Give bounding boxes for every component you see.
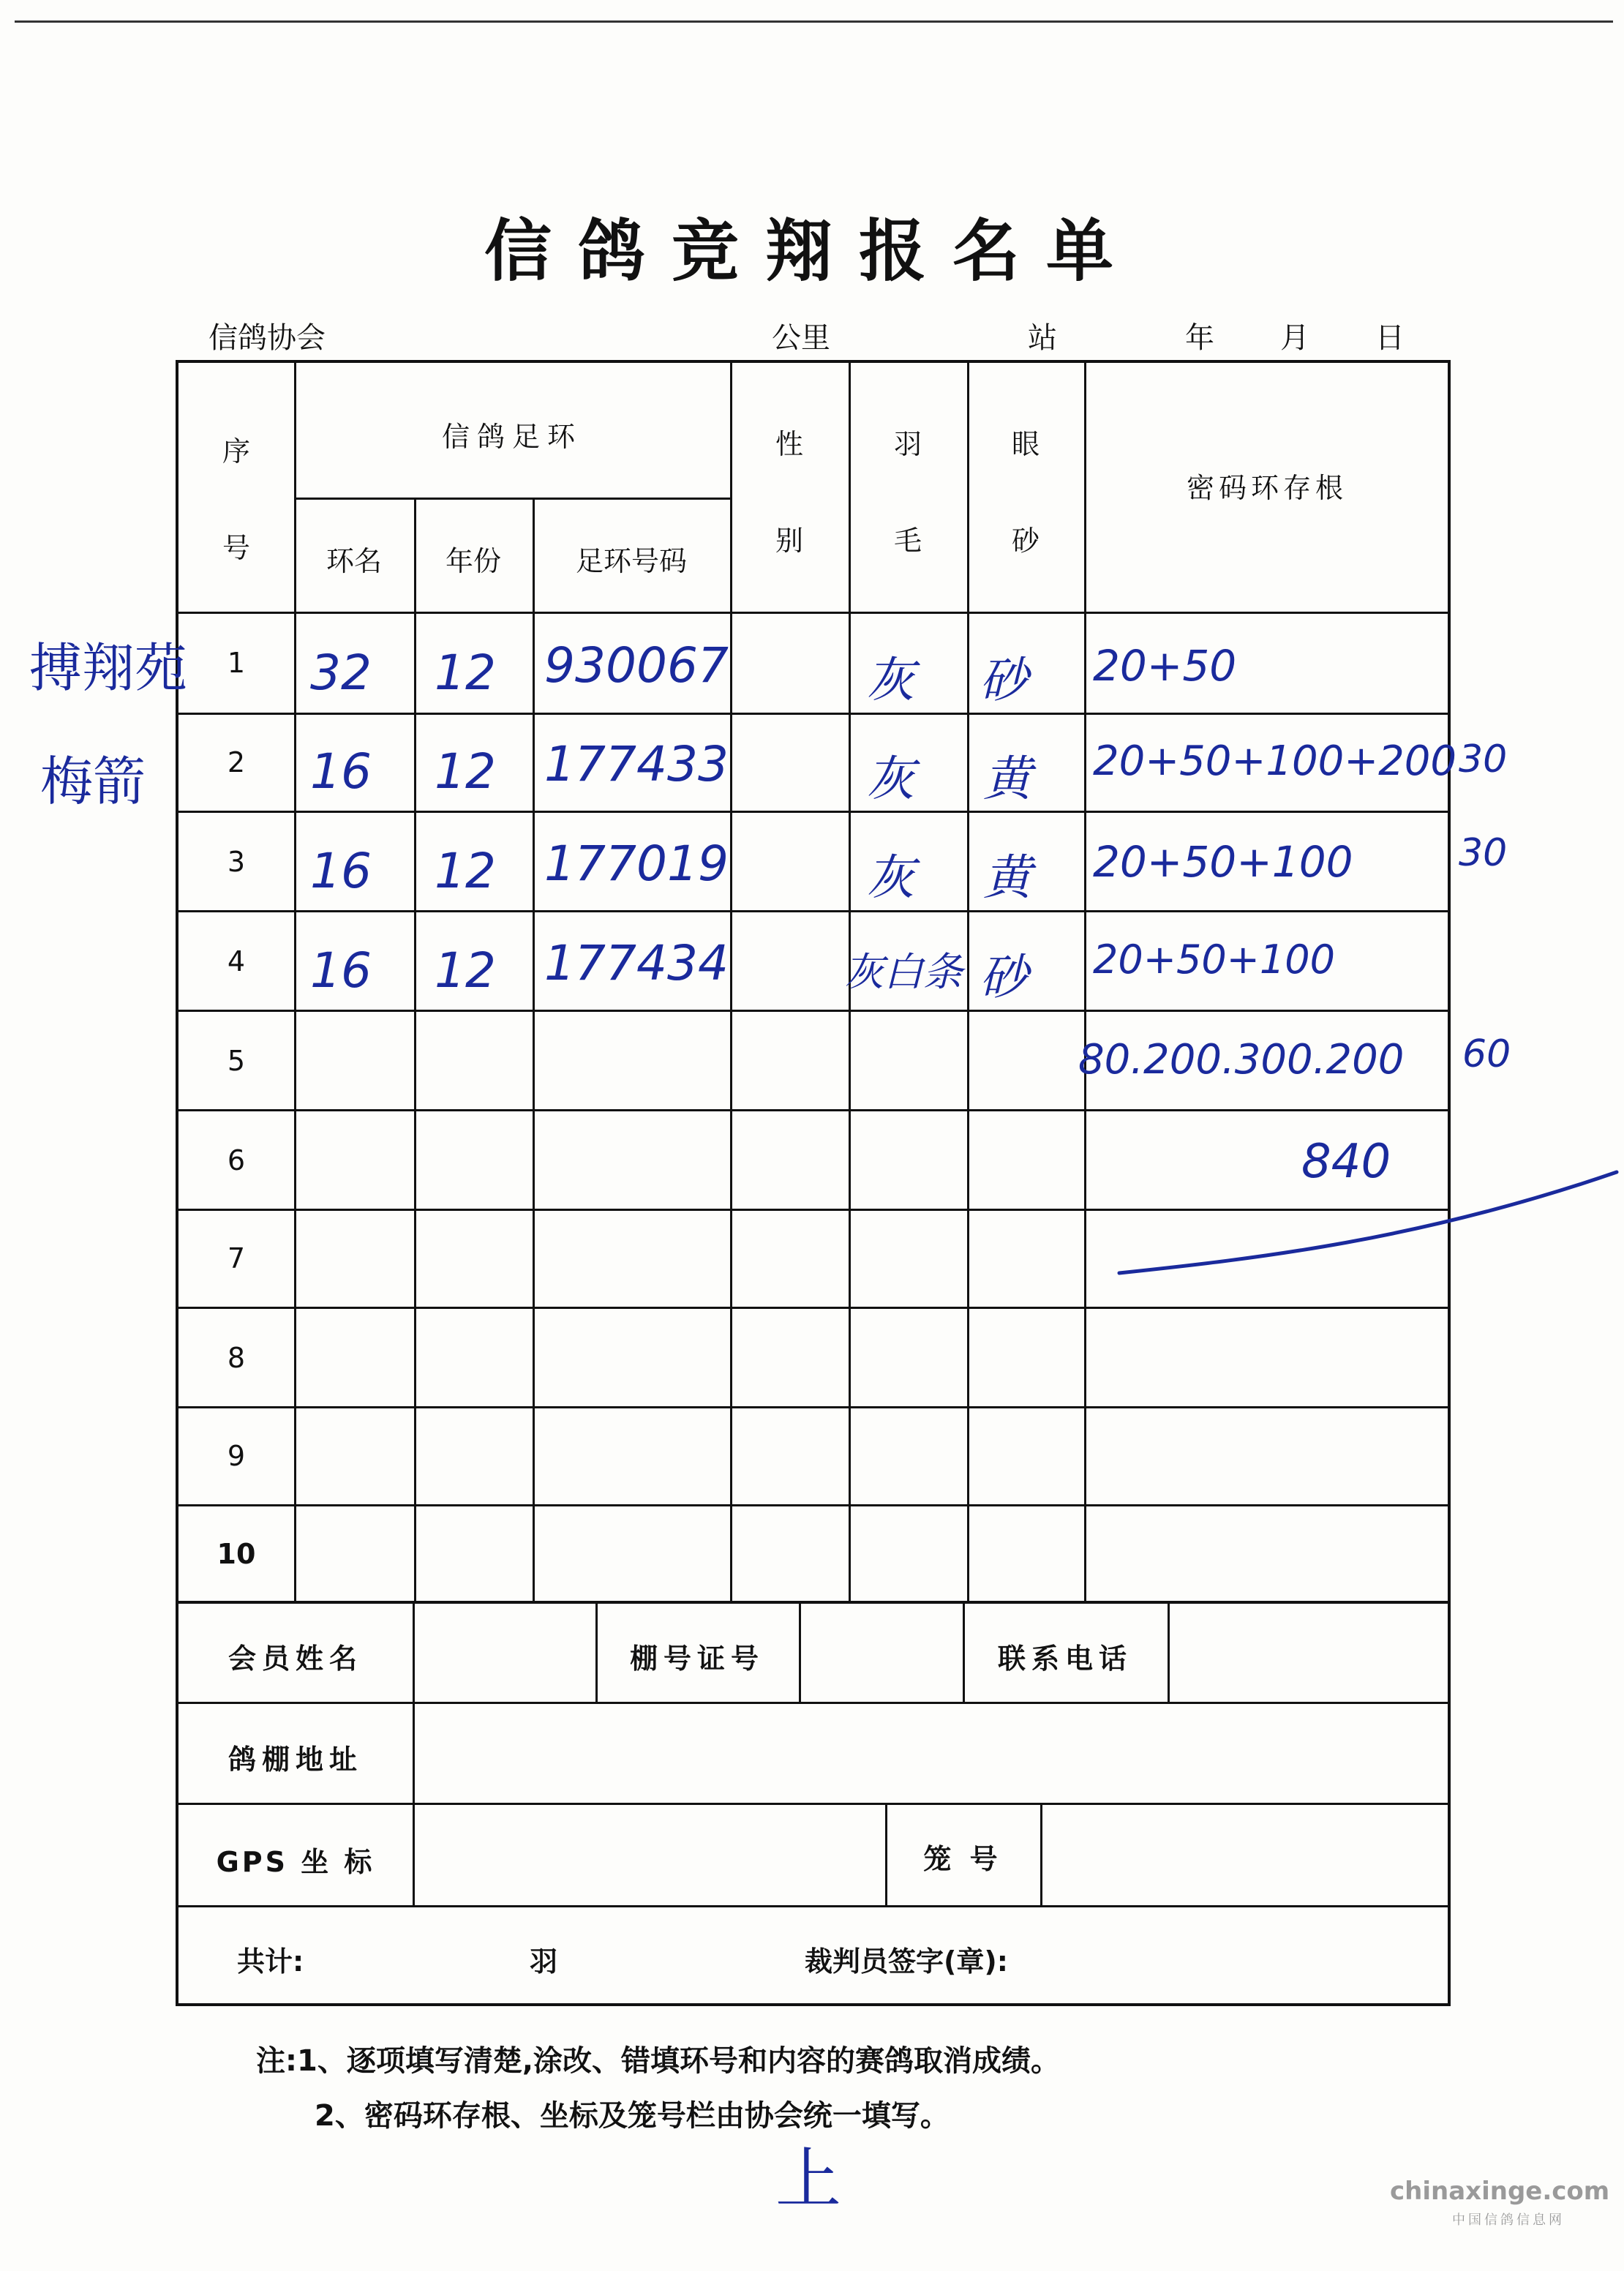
note-2: 2、密码环存根、坐标及笼号栏由协会统一填写。 [315, 2099, 950, 2133]
col-line [414, 498, 416, 1601]
col-line [533, 498, 535, 1601]
hw-ring-year: 12 [435, 942, 496, 999]
association-label: 信鸽协会 [208, 321, 326, 355]
hw-total: 840 [1301, 1135, 1391, 1189]
row-line [178, 811, 1451, 813]
ring-number-header: 足环号码 [575, 545, 687, 577]
gps-label: GPS 坐 标 [216, 1846, 375, 1878]
row-seq: 5 [227, 1045, 246, 1077]
row-seq: 7 [227, 1242, 246, 1275]
row-seq: 8 [227, 1342, 246, 1374]
hw-extra: 30 [1459, 737, 1508, 781]
eye-header-bottom: 砂 [1011, 525, 1040, 557]
header-bottom-line [178, 612, 1451, 614]
hw-ring-name: 32 [310, 645, 372, 701]
row-line [178, 1406, 1451, 1408]
handwritten-stroke [1112, 1163, 1624, 1288]
hw-ring-name: 16 [310, 743, 372, 800]
km-label: 公里 [772, 321, 830, 355]
top-border-line [15, 20, 1613, 23]
signature-mark: 上 [775, 2141, 841, 2218]
table-body-bottom [178, 1601, 1451, 1604]
hw-code: 20+50+100 [1093, 936, 1335, 983]
row-line [178, 1010, 1451, 1012]
hw-feather: 灰 [866, 751, 914, 807]
month-label: 月 [1280, 321, 1309, 355]
hw-ring-number: 177434 [544, 935, 729, 991]
hw-ring-name: 16 [310, 843, 372, 899]
row-seq: 9 [227, 1440, 246, 1472]
ring-year-header: 年份 [445, 545, 501, 577]
member-col-line [413, 1601, 415, 1905]
code-ring-header: 密码环存根 [1186, 472, 1347, 504]
row-seq: 3 [227, 846, 246, 878]
address-label: 鸽棚地址 [228, 1743, 363, 1776]
hw-ring-year: 12 [435, 843, 496, 899]
watermark-site: chinaxinge.com [1390, 2177, 1610, 2206]
feather-header-top: 羽 [893, 428, 922, 460]
hw-ring-number: 177433 [544, 736, 729, 792]
margin-note: 搏翔苑 [29, 637, 188, 699]
hw-extra: 60 [1462, 1032, 1511, 1076]
hw-eye: 砂 [980, 949, 1028, 1005]
phone-label: 联系电话 [997, 1643, 1132, 1675]
row-line [178, 1307, 1451, 1309]
total-unit: 羽 [530, 1945, 558, 1978]
row-seq: 2 [227, 746, 246, 778]
hw-extra: 30 [1459, 831, 1508, 875]
hw-code: 20+50+100+200 [1093, 737, 1457, 785]
seq-header-top: 序 [222, 435, 250, 468]
total-label: 共计: [237, 1945, 304, 1978]
row-seq: 4 [227, 945, 246, 977]
year-label: 年 [1185, 321, 1214, 355]
day-label: 日 [1375, 321, 1405, 355]
member-row-line [178, 1905, 1451, 1907]
row-line [178, 1109, 1451, 1111]
hw-eye: 黄 [983, 849, 1031, 906]
hw-feather: 灰白条 [844, 949, 963, 995]
row-seq: 6 [227, 1144, 246, 1176]
hw-code: 80.200.300.200 [1078, 1036, 1405, 1084]
hw-code: 20+50+100 [1093, 837, 1353, 887]
hw-ring-number: 930067 [544, 637, 729, 694]
hw-ring-name: 16 [310, 942, 372, 999]
member-row-line [178, 1803, 1451, 1805]
hw-ring-number: 177019 [544, 836, 729, 892]
hw-ring-year: 12 [435, 743, 496, 800]
row-line [178, 910, 1451, 912]
seq-header-bottom: 号 [222, 532, 250, 564]
member-col-line [1040, 1803, 1042, 1905]
judge-signature-label: 裁判员签字(章): [805, 1945, 1008, 1978]
note-1: 注:1、逐项填写清楚,涂改、错填环号和内容的赛鸽取消成绩。 [256, 2044, 1061, 2078]
hw-eye: 黄 [983, 751, 1031, 807]
cage-label: 笼 号 [923, 1843, 1002, 1875]
member-name-label: 会员姓名 [228, 1643, 363, 1675]
hw-feather: 灰 [866, 652, 914, 708]
member-col-line [799, 1601, 801, 1702]
hw-feather: 灰 [866, 849, 914, 906]
margin-note: 梅箭 [40, 751, 146, 812]
sex-header-top: 性 [775, 428, 803, 460]
ring-name-header: 环名 [326, 545, 382, 577]
col-line [1084, 363, 1086, 1601]
row-seq: 10 [217, 1538, 256, 1570]
watermark-sub: 中国信鸽信息网 [1452, 2212, 1565, 2228]
station-label: 站 [1028, 321, 1057, 355]
ring-group-divider [294, 498, 730, 500]
ring-group-header: 信鸽足环 [441, 421, 582, 453]
hw-ring-year: 12 [435, 645, 496, 701]
row-line [178, 713, 1451, 715]
feather-header-bottom: 毛 [893, 525, 922, 557]
member-col-line [1168, 1601, 1170, 1702]
sex-header-bottom: 别 [775, 525, 803, 557]
form-title: 信鸽竞翔报名单 [484, 211, 1140, 290]
hw-code: 20+50 [1093, 641, 1237, 691]
row-line [178, 1504, 1451, 1506]
row-seq: 1 [227, 647, 246, 679]
member-row-line [178, 1702, 1451, 1704]
eye-header-top: 眼 [1011, 428, 1040, 460]
hw-eye: 砂 [980, 652, 1028, 708]
loft-id-label: 棚号证号 [629, 1643, 764, 1675]
